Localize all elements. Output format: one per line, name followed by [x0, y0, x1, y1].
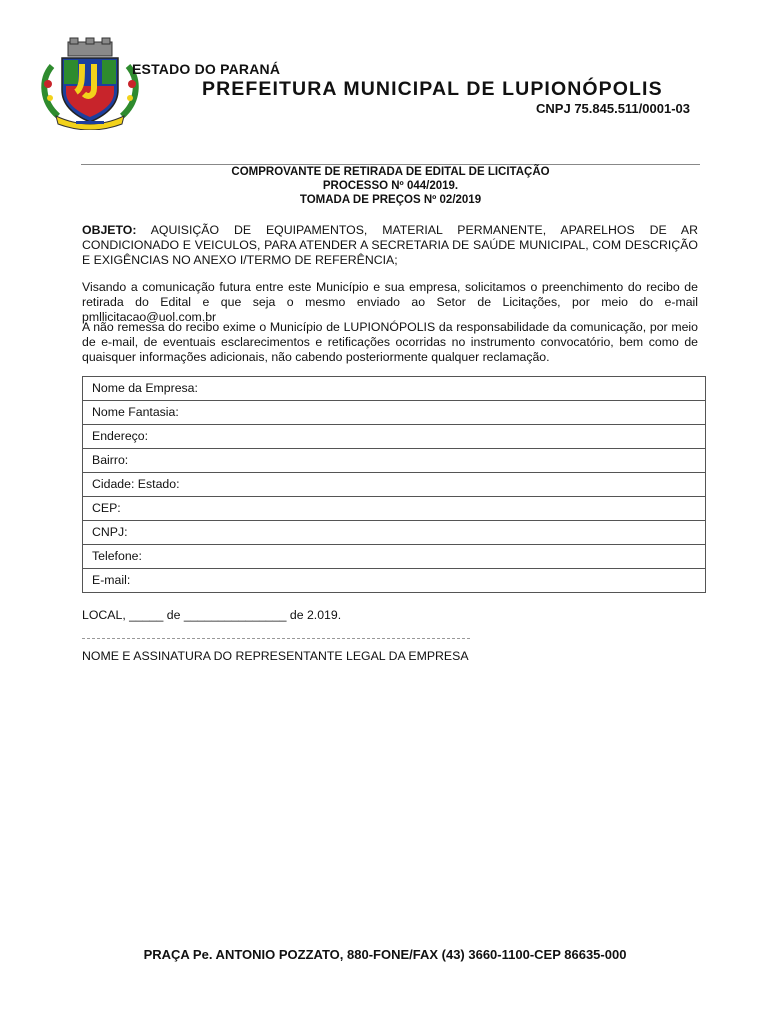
field-cep[interactable]: CEP: [83, 497, 705, 521]
object-label: OBJETO: [82, 223, 137, 237]
signature-label: NOME E ASSINATURA DO REPRESENTANTE LEGAL DA EMPRESA [82, 649, 469, 663]
state-name: ESTADO DO PARANÁ [132, 61, 281, 77]
field-email[interactable]: E-mail: [92, 573, 131, 587]
object-text: AQUISIÇÃO DE EQUIPAMENTOS, MATERIAL PERMANENTE, APARELHOS DE AR CONDICIONADO E VEICULOS, PARA ATENDER A SECRETARIA DE SAÚDE MUNICIPAL, COM DESCRIÇÃO E EXIGÊNCIAS NO ANEXO I/TERMO DE REFERÊNCIA; [82, 223, 698, 267]
tender-number: TOMADA DE PREÇOS Nº 02/2019 [299, 194, 482, 206]
field-phone[interactable]: Telefone: [83, 545, 705, 569]
municipality-title: PREFEITURA MUNICIPAL DE LUPIONÓPOLIS [202, 78, 663, 100]
field-cnpj[interactable]: CNPJ: [83, 521, 705, 545]
company-info-form [82, 376, 706, 593]
field-city-state[interactable]: Cidade: Estado: [83, 473, 705, 497]
municipal-crest-logo [36, 36, 144, 130]
object-paragraph [82, 223, 698, 268]
local-date-line: LOCAL, _____ de _______________ de 2.019. [82, 608, 342, 622]
signature-line [82, 638, 470, 639]
instructions-paragraph: Visando a comunicação futura entre este Município e sua empresa, solicitamos o preenchimento do recibo de retirada do Edital e que seja o mesmo enviado ao Setor de Licitações, por meio do e-mail pmllicitacao@uol.com.br [82, 280, 698, 324]
field-neighborhood[interactable]: Bairro: [83, 449, 705, 473]
process-number: PROCESSO Nº 044/2019. [322, 180, 459, 192]
disclaimer-paragraph: A não remessa do recibo exime o Município de LUPIONÓPOLIS da responsabilidade da comunicação, por meio de e-mail, de eventuais esclarecimentos e retificações ocorridas no instrumento convocatório, bem como de quaisquer informações adicionais, não cabendo posteriormente qualquer reclamação. [82, 320, 698, 364]
field-trade-name[interactable]: Nome Fantasia: [83, 401, 705, 425]
field-company-name[interactable]: Nome da Empresa: [83, 377, 705, 401]
cnpj-number: CNPJ 75.845.511/0001-03 [536, 101, 690, 116]
footer-address: PRAÇA Pe. ANTONIO POZZATO, 880-FONE/FAX (43) 3660-1100-CEP 86635-000 [143, 947, 627, 962]
field-address[interactable]: Endereço: [83, 425, 705, 449]
header-divider [81, 164, 700, 165]
document-title: COMPROVANTE DE RETIRADA DE EDITAL DE LICITAÇÃO [231, 166, 550, 178]
